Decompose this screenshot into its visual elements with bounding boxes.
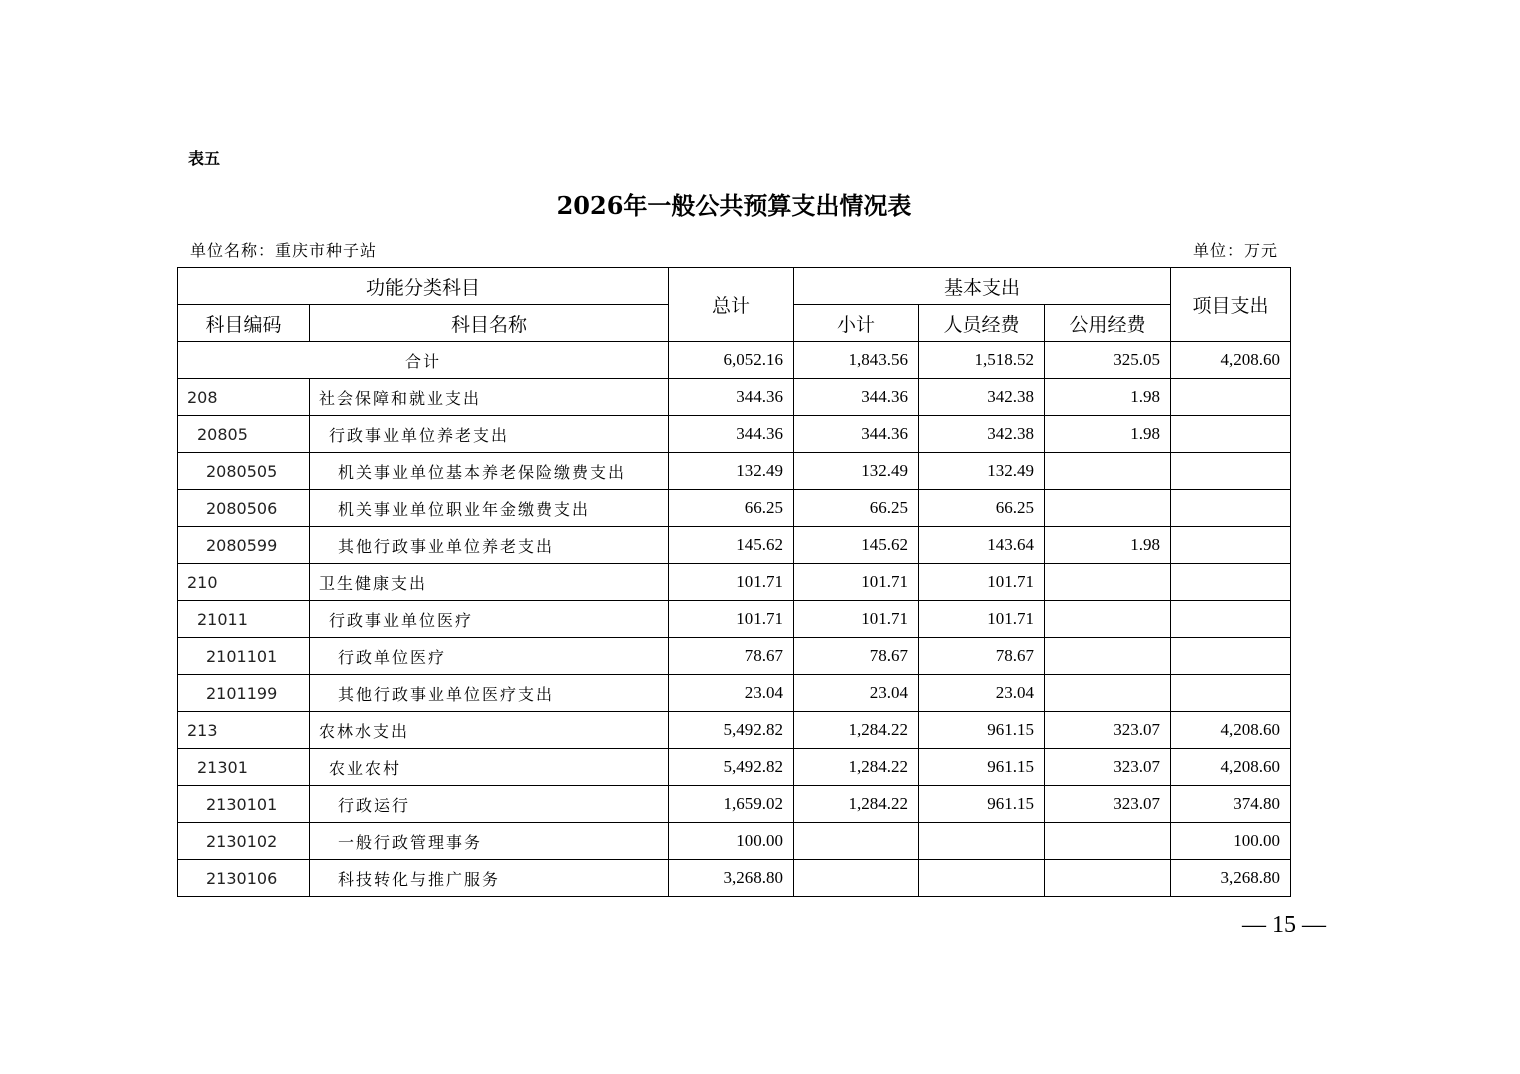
row-personnel: 101.71 — [919, 564, 1045, 601]
row-name: 行政事业单位医疗 — [310, 601, 669, 638]
row-subtotal: 145.62 — [794, 527, 919, 564]
unit-label: 单位：万元 — [1192, 241, 1278, 260]
row-code: 2101101 — [178, 638, 310, 675]
header-public: 公用经费 — [1045, 305, 1171, 342]
total-row — [178, 342, 1291, 379]
table-row — [178, 675, 1291, 712]
total-public: 325.05 — [1045, 342, 1171, 379]
row-personnel: 961.15 — [919, 712, 1045, 749]
row-personnel: 143.64 — [919, 527, 1045, 564]
header-subtotal: 小计 — [794, 305, 919, 342]
row-public: 1.98 — [1045, 527, 1171, 564]
row-project — [1171, 490, 1291, 527]
row-total: 132.49 — [669, 453, 794, 490]
row-subtotal: 101.71 — [794, 601, 919, 638]
unit-name: 单位名称：重庆市种子站 — [190, 241, 378, 260]
row-public — [1045, 490, 1171, 527]
table-row — [178, 564, 1291, 601]
row-name: 其他行政事业单位医疗支出 — [310, 675, 669, 712]
row-project — [1171, 453, 1291, 490]
row-project — [1171, 675, 1291, 712]
row-public — [1045, 601, 1171, 638]
row-total: 100.00 — [669, 823, 794, 860]
row-code: 2130101 — [178, 786, 310, 823]
row-code: 208 — [178, 379, 310, 416]
header-basic: 基本支出 — [794, 268, 1171, 305]
row-public: 323.07 — [1045, 786, 1171, 823]
table-row — [178, 490, 1291, 527]
row-project — [1171, 416, 1291, 453]
header-personnel: 人员经费 — [919, 305, 1045, 342]
row-public — [1045, 564, 1171, 601]
row-total: 5,492.82 — [669, 712, 794, 749]
row-project: 4,208.60 — [1171, 749, 1291, 786]
row-code: 2080506 — [178, 490, 310, 527]
row-personnel — [919, 860, 1045, 897]
row-project — [1171, 379, 1291, 416]
row-project: 3,268.80 — [1171, 860, 1291, 897]
row-personnel: 961.15 — [919, 749, 1045, 786]
header-name: 科目名称 — [310, 305, 669, 342]
row-subtotal: 1,284.22 — [794, 786, 919, 823]
row-subtotal: 344.36 — [794, 379, 919, 416]
table-row — [178, 860, 1291, 897]
row-public — [1045, 823, 1171, 860]
row-code: 2101199 — [178, 675, 310, 712]
row-public: 1.98 — [1045, 416, 1171, 453]
budget-table — [177, 267, 1291, 897]
header-project: 项目支出 — [1171, 268, 1291, 342]
row-total: 101.71 — [669, 564, 794, 601]
row-code: 213 — [178, 712, 310, 749]
row-personnel: 342.38 — [919, 416, 1045, 453]
table-row — [178, 453, 1291, 490]
table-label: 表五 — [188, 149, 221, 168]
table-row — [178, 601, 1291, 638]
row-public: 323.07 — [1045, 749, 1171, 786]
row-name: 其他行政事业单位养老支出 — [310, 527, 669, 564]
row-total: 1,659.02 — [669, 786, 794, 823]
row-name: 农业农村 — [310, 749, 669, 786]
row-subtotal: 78.67 — [794, 638, 919, 675]
row-public: 323.07 — [1045, 712, 1171, 749]
row-personnel: 101.71 — [919, 601, 1045, 638]
table-row — [178, 416, 1291, 453]
row-name: 科技转化与推广服务 — [310, 860, 669, 897]
row-total: 344.36 — [669, 416, 794, 453]
row-name: 行政运行 — [310, 786, 669, 823]
row-project: 374.80 — [1171, 786, 1291, 823]
row-total: 78.67 — [669, 638, 794, 675]
row-subtotal: 66.25 — [794, 490, 919, 527]
table-row — [178, 749, 1291, 786]
row-project: 4,208.60 — [1171, 712, 1291, 749]
row-code: 2130106 — [178, 860, 310, 897]
row-personnel: 961.15 — [919, 786, 1045, 823]
row-code: 2130102 — [178, 823, 310, 860]
row-subtotal: 23.04 — [794, 675, 919, 712]
total-project: 4,208.60 — [1171, 342, 1291, 379]
row-total: 101.71 — [669, 601, 794, 638]
total-personnel: 1,518.52 — [919, 342, 1045, 379]
table-row — [178, 712, 1291, 749]
table-body — [178, 342, 1291, 897]
row-total: 145.62 — [669, 527, 794, 564]
row-project — [1171, 601, 1291, 638]
row-name: 卫生健康支出 — [310, 564, 669, 601]
row-name: 社会保障和就业支出 — [310, 379, 669, 416]
row-subtotal: 1,284.22 — [794, 712, 919, 749]
row-public — [1045, 675, 1171, 712]
table-row — [178, 823, 1291, 860]
table-row — [178, 527, 1291, 564]
row-subtotal: 1,284.22 — [794, 749, 919, 786]
row-subtotal — [794, 823, 919, 860]
row-project: 100.00 — [1171, 823, 1291, 860]
row-public — [1045, 638, 1171, 675]
row-personnel: 23.04 — [919, 675, 1045, 712]
row-project — [1171, 527, 1291, 564]
row-total: 3,268.80 — [669, 860, 794, 897]
row-public — [1045, 860, 1171, 897]
row-name: 行政事业单位养老支出 — [310, 416, 669, 453]
row-personnel: 66.25 — [919, 490, 1045, 527]
page-number: — 15 — — [1242, 912, 1326, 938]
row-code: 20805 — [178, 416, 310, 453]
row-personnel: 132.49 — [919, 453, 1045, 490]
row-code: 210 — [178, 564, 310, 601]
table-row — [178, 786, 1291, 823]
row-code: 2080599 — [178, 527, 310, 564]
row-personnel: 342.38 — [919, 379, 1045, 416]
row-total: 23.04 — [669, 675, 794, 712]
row-name: 一般行政管理事务 — [310, 823, 669, 860]
table-row — [178, 638, 1291, 675]
header-code: 科目编码 — [178, 305, 310, 342]
row-subtotal: 344.36 — [794, 416, 919, 453]
row-subtotal — [794, 860, 919, 897]
row-total: 344.36 — [669, 379, 794, 416]
row-project — [1171, 564, 1291, 601]
document-title: 2026年一般公共预算支出情况表 — [556, 191, 912, 220]
header-total: 总计 — [669, 268, 794, 342]
row-personnel — [919, 823, 1045, 860]
row-subtotal: 132.49 — [794, 453, 919, 490]
total-label: 合计 — [178, 342, 669, 379]
row-subtotal: 101.71 — [794, 564, 919, 601]
row-public: 1.98 — [1045, 379, 1171, 416]
row-public — [1045, 453, 1171, 490]
row-project — [1171, 638, 1291, 675]
row-name: 机关事业单位基本养老保险缴费支出 — [310, 453, 669, 490]
table-row — [178, 379, 1291, 416]
row-personnel: 78.67 — [919, 638, 1045, 675]
row-name: 农林水支出 — [310, 712, 669, 749]
row-code: 21301 — [178, 749, 310, 786]
header-function-category: 功能分类科目 — [178, 268, 669, 305]
total-total: 6,052.16 — [669, 342, 794, 379]
row-code: 2080505 — [178, 453, 310, 490]
row-name: 行政单位医疗 — [310, 638, 669, 675]
row-total: 5,492.82 — [669, 749, 794, 786]
total-subtotal: 1,843.56 — [794, 342, 919, 379]
row-total: 66.25 — [669, 490, 794, 527]
row-name: 机关事业单位职业年金缴费支出 — [310, 490, 669, 527]
row-code: 21011 — [178, 601, 310, 638]
